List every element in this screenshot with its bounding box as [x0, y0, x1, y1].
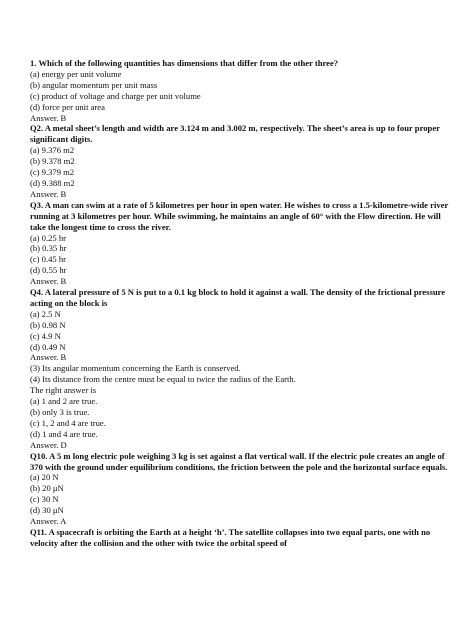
answer-line: Answer. B: [30, 112, 67, 123]
option-item: (d) 0.55 hr: [30, 265, 67, 276]
answer-line: Answer. B: [30, 276, 67, 287]
option-item: (a) 9.376 m2: [30, 145, 75, 156]
text-line: Answer. D: [30, 439, 67, 450]
option-item: (d) 0.49 N: [30, 341, 66, 352]
answer-line: Answer. A: [30, 516, 67, 527]
question-block: [30, 527, 450, 549]
question-text: Q10. A 5 m long electric pole weighing 3 kg is set against a flat vertical wall. If the electric pole creates an angle of 370 with the ground under equilibrium conditions, the friction between the pole and the horizontal surface equals.: [30, 450, 448, 472]
question-text: Q11. A spacecraft is orbiting the Earth at a height ‘h’. The satellite collapses into two equal parts, one with no velocity after the collision and the other with twice the orbital speed of: [30, 526, 431, 548]
option-item: (a) 20 N: [30, 472, 59, 483]
text-line: The right answer is: [30, 385, 97, 396]
answer-line: Answer. B: [30, 352, 67, 363]
document-page: [30, 58, 450, 549]
option-item: (b) 0.35 hr: [30, 243, 67, 254]
question-text: Q4. A lateral pressure of 5 N is put to a 0.1 kg block to hold it against a wall. The density of the frictional pressure acting on the block is: [30, 287, 446, 308]
question-text: Q2. A metal sheet’s length and width are 3.124 m and 3.002 m, respectively. The sheet’s area is up to four proper significant digits.: [30, 123, 440, 145]
text-line: (d) 1 and 4 are true.: [30, 428, 98, 439]
option-item: (c) 9.379 m2: [30, 167, 75, 178]
option-item: (d) 30 μN: [30, 505, 64, 516]
option-item: (a) 0.25 hr: [30, 232, 67, 243]
option-item: (c) 30 N: [30, 494, 59, 505]
option-item: (c) product of voltage and charge per unit volume: [30, 90, 201, 101]
question-block: [30, 123, 450, 199]
question-block: [30, 451, 450, 527]
option-item: (b) 9.378 m2: [30, 156, 75, 167]
text-line: (c) 1, 2 and 4 are true.: [30, 417, 106, 428]
option-item: (d) force per unit area: [30, 101, 105, 112]
text-line: (3) Its angular momentum concerning the Earth is conserved.: [30, 363, 241, 374]
option-item: (b) angular momentum per unit mass: [30, 79, 158, 90]
option-item: (b) 0.98 N: [30, 319, 66, 330]
option-item: (d) 9.388 m2: [30, 177, 75, 188]
question-text: 1. Which of the following quantities has dimensions that differ from the other three?: [30, 58, 339, 68]
text-line: (a) 1 and 2 are true.: [30, 396, 98, 407]
option-item: (c) 0.45 hr: [30, 254, 67, 265]
answer-line: Answer. B: [30, 188, 67, 199]
text-line: (b) only 3 is true.: [30, 407, 90, 417]
question-text: Q3. A man can swim at a rate of 5 kilometres per hour in open water. He wishes to cross a 1.5-kilometre-wide river running at 3 kilometres per hour. While swimming, he maintains an angle of 60° with the Flow direction. He will take the longest time to cross the river.: [30, 199, 449, 232]
option-item: (a) 2.5 N: [30, 308, 61, 319]
option-item: (b) 20 μN: [30, 483, 64, 494]
option-item: (c) 4.9 N: [30, 330, 61, 341]
option-item: (a) energy per unit volume: [30, 68, 122, 79]
question-block: [30, 58, 450, 123]
question-block: [30, 200, 450, 287]
question-block: [30, 287, 450, 451]
text-line: (4) Its distance from the centre must be equal to twice the radius of the Earth.: [30, 374, 296, 385]
